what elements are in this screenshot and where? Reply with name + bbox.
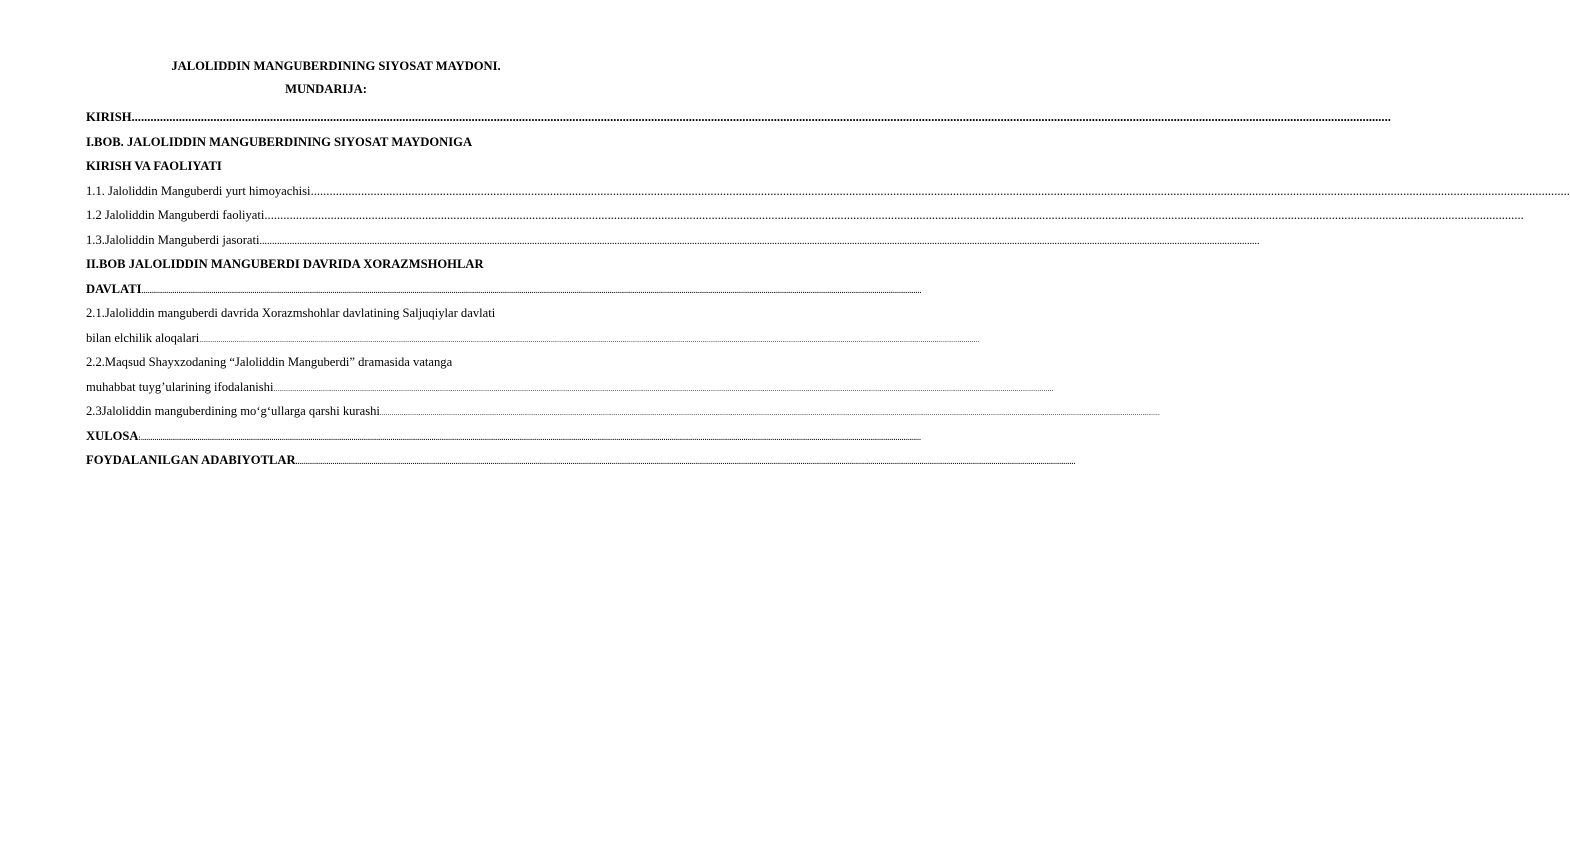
toc-entry	[86, 375, 1054, 400]
toc-entry-label: DAVLATI	[86, 281, 142, 296]
toc-entry-label: I.BOB. JALOLIDDIN MANGUBERDINING SIYOSAT MAYDONIGA	[86, 134, 473, 149]
toc-entry-suffix: :	[138, 433, 142, 442]
toc-entry-label: bilan elchilik aloqalari	[86, 330, 200, 345]
toc-dot-leader: ................................................................................................................................................................................................................................................................................................................................................................................................................	[310, 183, 1570, 198]
toc-dot-leader: ................................................................................................................................................................................................................................................................................................................................................................................................................	[264, 208, 1524, 222]
toc-dot-leader: ................................................................................................................................................................................................................................................................................................................................................................................................................	[199, 335, 980, 344]
toc-dot-leader: ................................................................................................................................................................................................................................................................................................................................................................................................................	[379, 409, 1160, 417]
toc-entry	[86, 179, 1570, 204]
toc-entry	[86, 448, 1076, 473]
toc-entry-label: 1.1. Jaloliddin Manguberdi yurt himoyachisi	[86, 183, 311, 198]
toc-entry	[86, 105, 1391, 130]
toc-dot-leader: ................................................................................................................................................................................................................................................................................................................................................................................................................	[141, 286, 922, 295]
toc-entry-label: 2.3Jaloliddin manguberdining mo‘g‘ullarga qarshi kurashi	[86, 404, 380, 418]
toc-entry	[86, 228, 1260, 253]
toc-entry	[86, 277, 922, 302]
toc-entry	[86, 326, 980, 351]
document-title: JALOLIDDIN MANGUBERDINING SIYOSAT MAYDONI.	[171, 59, 501, 73]
toc-entry-label: FOYDALANILGAN ADABIYOTLAR	[86, 453, 296, 467]
toc-entry-label: KIRISH VA FAOLIYATI	[86, 159, 222, 173]
toc-entry-label: II.BOB JALOLIDDIN MANGUBERDI DAVRIDA XORAZMSHOHLAR	[86, 257, 484, 271]
toc-entry-label: 1.2 Jaloliddin Manguberdi faoliyati	[86, 208, 265, 222]
toc-dot-leader: ................................................................................................................................................................................................................................................................................................................................................................................................................	[141, 433, 922, 442]
toc-entry-label: 1.3.Jaloliddin Manguberdi jasorati	[86, 232, 260, 247]
toc-entry	[86, 424, 922, 449]
toc-entry	[86, 399, 1160, 424]
table-of-contents	[86, 105, 1570, 473]
toc-dot-leader: ................................................................................................................................................................................................................................................................................................................................................................................................................	[131, 110, 1391, 124]
toc-entry	[86, 252, 552, 277]
toc-dot-leader: ................................................................................................................................................................................................................................................................................................................................................................................................................	[273, 384, 1054, 393]
toc-heading: MUNDARIJA:	[285, 82, 367, 96]
toc-entry-label: 2.2.Maqsud Shayxzodaning “Jaloliddin Manguberdi” dramasida vatanga	[86, 355, 453, 369]
toc-entry	[86, 350, 552, 375]
toc-entry-label: muhabbat tuyg’ularining ifodalanishi	[86, 379, 274, 394]
toc-entry	[86, 301, 552, 326]
toc-entry	[86, 154, 552, 179]
toc-entry	[86, 203, 1524, 228]
toc-entry-label: KIRISH	[86, 110, 132, 124]
toc-dot-leader: ................................................................................................................................................................................................................................................................................................................................................................................................................	[259, 235, 1260, 247]
toc-entry-label: 2.1.Jaloliddin manguberdi davrida Xorazmshohlar davlatining Saljuqiylar davlati	[86, 306, 496, 320]
toc-entry	[86, 130, 552, 155]
toc-entry-label: XULOSA	[86, 428, 139, 443]
toc-dot-leader: ................................................................................................................................................................................................................................................................................................................................................................................................................	[295, 458, 1076, 466]
